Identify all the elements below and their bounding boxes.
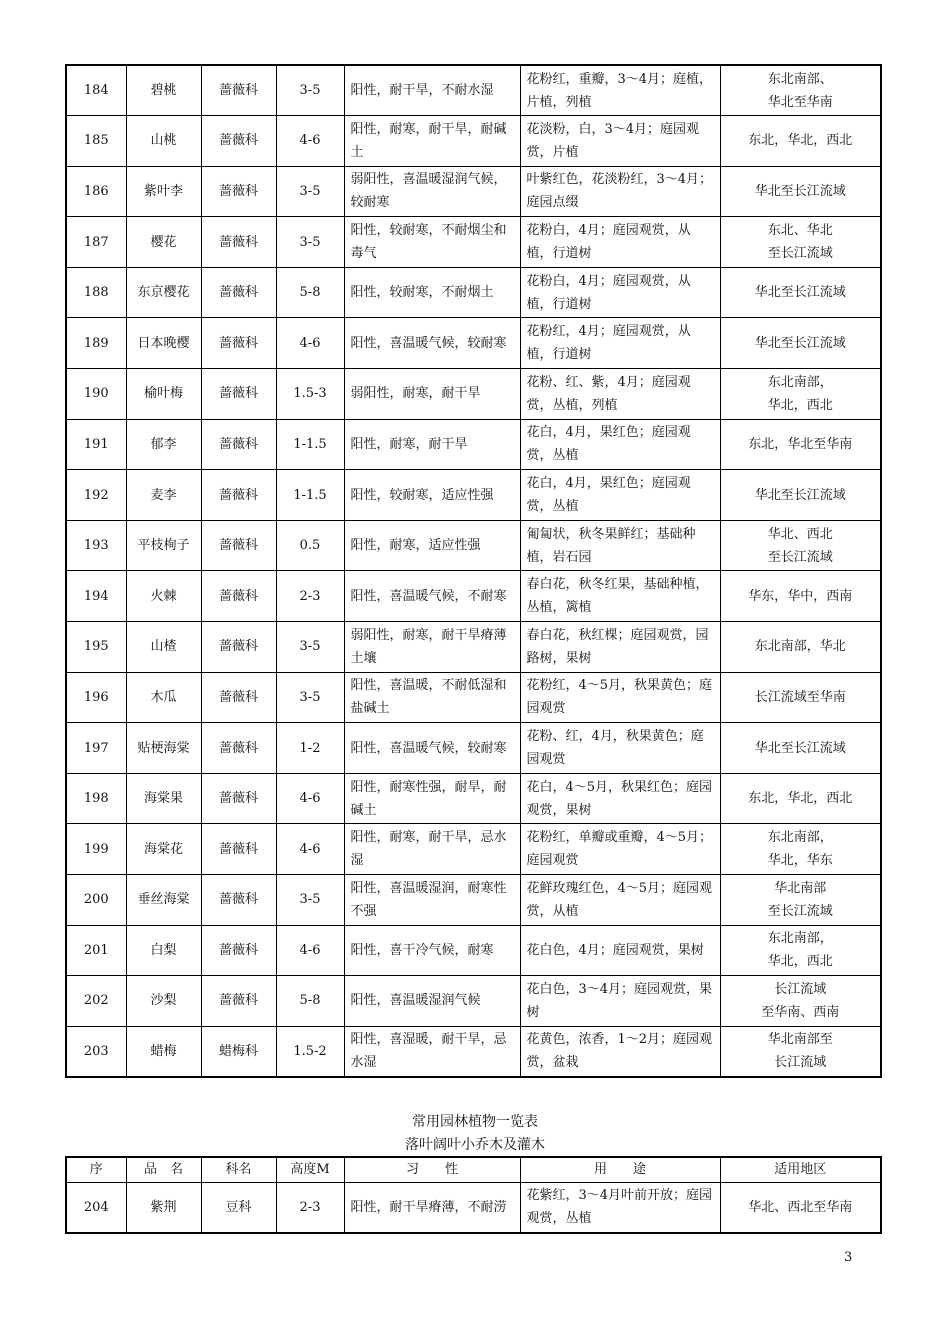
cell-use: 花粉红，4～5月，秋果黄色；庭园观赏: [520, 672, 720, 723]
cell-family: 蔷薇科: [201, 824, 276, 875]
header-no: 序: [66, 1157, 126, 1182]
cell-height: 3-5: [276, 672, 344, 723]
cell-family: 蔷薇科: [201, 622, 276, 673]
cell-family: 蔷薇科: [201, 267, 276, 318]
cell-family: 蔷薇科: [201, 217, 276, 268]
cell-region: 东北南部， 华北，华东: [720, 824, 881, 875]
cell-use: 花粉、红、紫，4月；庭园观赏，丛植，列植: [520, 369, 720, 420]
cell-use: 花白，4月，果红色；庭园观赏，丛植: [520, 419, 720, 470]
cell-habit: 阳性，耐寒，耐干旱，忌水湿: [344, 824, 520, 875]
cell-family: 蔷薇科: [201, 773, 276, 824]
cell-height: 5-8: [276, 976, 344, 1027]
table-title: 常用园林植物一览表: [412, 1114, 538, 1130]
cell-use: 花粉白，4月；庭园观赏，从植，行道树: [520, 267, 720, 318]
cell-no: 200: [66, 875, 126, 926]
cell-use: 花白色，4月；庭园观赏，果树: [520, 925, 720, 976]
cell-height: 0.5: [276, 520, 344, 571]
table-row: [66, 116, 881, 167]
cell-region: 华北南部 至长江流域: [720, 875, 881, 926]
cell-no: 187: [66, 217, 126, 268]
cell-height: 4-6: [276, 318, 344, 369]
cell-height: 3-5: [276, 166, 344, 217]
cell-family: 蔷薇科: [201, 925, 276, 976]
cell-use: 花白，4月，果红色；庭园观赏，丛植: [520, 470, 720, 521]
table-row: [66, 520, 881, 571]
cell-name: 贴梗海棠: [126, 723, 201, 774]
cell-height: 1.5-2: [276, 1026, 344, 1077]
cell-region: 华北、西北至华南: [720, 1182, 881, 1233]
cell-region: 东北南部，华北: [720, 622, 881, 673]
cell-name: 白梨: [126, 925, 201, 976]
table-row: [66, 723, 881, 774]
cell-habit: 阳性，喜温暖湿润，耐寒性不强: [344, 875, 520, 926]
cell-height: 4-6: [276, 824, 344, 875]
cell-family: 蔷薇科: [201, 571, 276, 622]
cell-habit: 阳性，耐寒，耐干旱，耐碱土: [344, 116, 520, 167]
cell-height: 5-8: [276, 267, 344, 318]
cell-habit: 阳性，较耐寒，不耐烟土: [344, 267, 520, 318]
cell-habit: 阳性，耐干旱瘠薄，不耐涝: [344, 1182, 520, 1233]
cell-habit: 弱阳性，耐寒，耐干旱: [344, 369, 520, 420]
header-height: 高度M: [276, 1157, 344, 1182]
cell-use: 花粉红，4月；庭园观赏，从植，行道树: [520, 318, 720, 369]
cell-height: 1-2: [276, 723, 344, 774]
cell-use: 春白花，秋红棵；庭园观赏，园路树，果树: [520, 622, 720, 673]
cell-region: 东北南部、 华北至华南: [720, 65, 881, 116]
cell-height: 4-6: [276, 773, 344, 824]
cell-use: 花粉红，重瓣，3～4月；庭植，片植，列植: [520, 65, 720, 116]
cell-family: 蔷薇科: [201, 520, 276, 571]
cell-no: 189: [66, 318, 126, 369]
plant-table-body: [66, 65, 881, 1077]
header-family: 科名: [201, 1157, 276, 1182]
table-row: [66, 622, 881, 673]
cell-height: 1-1.5: [276, 419, 344, 470]
cell-use: 花鲜玫瑰红色，4～5月；庭园观赏，从植: [520, 875, 720, 926]
cell-name: 山桃: [126, 116, 201, 167]
cell-use: 花白，4～5月，秋果红色；庭园观赏，果树: [520, 773, 720, 824]
cell-region: 东北，华北至华南: [720, 419, 881, 470]
cell-habit: 弱阳性，喜温暖湿润气候，较耐寒: [344, 166, 520, 217]
table-row: [66, 65, 881, 116]
cell-height: 1-1.5: [276, 470, 344, 521]
plant-table: [65, 64, 882, 1078]
table-row: [66, 976, 881, 1027]
cell-use: 花粉、红，4月，秋果黄色；庭园观赏: [520, 723, 720, 774]
cell-name: 麦李: [126, 470, 201, 521]
table-row: [66, 166, 881, 217]
cell-name: 郁李: [126, 419, 201, 470]
cell-habit: 阳性，较耐寒，适应性强: [344, 470, 520, 521]
plant-table-continued: [65, 1156, 882, 1234]
cell-height: 3-5: [276, 65, 344, 116]
cell-family: 蔷薇科: [201, 65, 276, 116]
cell-habit: 阳性，喜温暖气候，较耐寒: [344, 723, 520, 774]
cell-height: 4-6: [276, 925, 344, 976]
table-row: [66, 267, 881, 318]
cell-no: 194: [66, 571, 126, 622]
cell-no: 198: [66, 773, 126, 824]
cell-habit: 阳性，喜温暖气候，较耐寒: [344, 318, 520, 369]
cell-habit: 阳性，较耐寒，不耐烟尘和毒气: [344, 217, 520, 268]
cell-name: 樱花: [126, 217, 201, 268]
table-row: [66, 1182, 881, 1233]
cell-height: 2-3: [276, 571, 344, 622]
table-row: [66, 318, 881, 369]
table-row: [66, 470, 881, 521]
table-row: [66, 875, 881, 926]
cell-height: 3-5: [276, 622, 344, 673]
cell-name: 紫叶李: [126, 166, 201, 217]
cell-name: 火棘: [126, 571, 201, 622]
cell-use: 花紫红，3～4月叶前开放；庭园观赏，丛植: [520, 1182, 720, 1233]
table-row: [66, 773, 881, 824]
cell-family: 蔷薇科: [201, 369, 276, 420]
cell-no: 197: [66, 723, 126, 774]
table-row: [66, 369, 881, 420]
cell-region: 华北南部至 长江流域: [720, 1026, 881, 1077]
cell-family: 蔷薇科: [201, 976, 276, 1027]
cell-no: 196: [66, 672, 126, 723]
table-row: [66, 571, 881, 622]
cell-habit: 阳性，耐寒性强，耐旱，耐碱土: [344, 773, 520, 824]
cell-name: 山楂: [126, 622, 201, 673]
header-use: 用 途: [520, 1157, 720, 1182]
cell-region: 长江流域 至华南、西南: [720, 976, 881, 1027]
cell-region: 华北至长江流域: [720, 470, 881, 521]
cell-family: 蔷薇科: [201, 875, 276, 926]
cell-no: 202: [66, 976, 126, 1027]
cell-no: 199: [66, 824, 126, 875]
cell-name: 紫荆: [126, 1182, 201, 1233]
cell-no: 184: [66, 65, 126, 116]
cell-name: 木瓜: [126, 672, 201, 723]
cell-region: 华北、西北 至长江流域: [720, 520, 881, 571]
cell-habit: 阳性，耐干旱，不耐水湿: [344, 65, 520, 116]
table-row: [66, 419, 881, 470]
cell-height: 3-5: [276, 217, 344, 268]
table-row: [66, 217, 881, 268]
page-number: 3: [844, 1250, 853, 1265]
cell-no: 186: [66, 166, 126, 217]
cell-name: 海棠果: [126, 773, 201, 824]
cell-use: 花粉白，4月；庭园观赏，从植，行道树: [520, 217, 720, 268]
cell-region: 东北、华北 至长江流域: [720, 217, 881, 268]
cell-habit: 阳性，耐寒，耐干旱: [344, 419, 520, 470]
cell-family: 蔷薇科: [201, 116, 276, 167]
cell-habit: 阳性，耐寒，适应性强: [344, 520, 520, 571]
table-row: [66, 672, 881, 723]
cell-use: 花黄色，浓香，1～2月；庭园观赏，盆栽: [520, 1026, 720, 1077]
cell-habit: 阳性，喜温暖气候，不耐寒: [344, 571, 520, 622]
cell-family: 蔷薇科: [201, 672, 276, 723]
cell-name: 平枝栒子: [126, 520, 201, 571]
cell-family: 蔷薇科: [201, 470, 276, 521]
cell-use: 匍匐状，秋冬果鲜红；基础种植，岩石园: [520, 520, 720, 571]
table-header-row: [66, 1157, 881, 1182]
cell-habit: 阳性，喜温暖湿润气候: [344, 976, 520, 1027]
cell-family: 蔷薇科: [201, 166, 276, 217]
cell-height: 2-3: [276, 1182, 344, 1233]
cell-no: 193: [66, 520, 126, 571]
header-name: 品 名: [126, 1157, 201, 1182]
cell-region: 华东，华中，西南: [720, 571, 881, 622]
cell-use: 春白花，秋冬红果，基础种植，丛植，篱植: [520, 571, 720, 622]
table-row: [66, 1026, 881, 1077]
table-row: [66, 925, 881, 976]
table-subtitle: 落叶阔叶小乔木及灌木: [405, 1137, 545, 1153]
cell-family: 豆科: [201, 1182, 276, 1233]
cell-region: 东北，华北，西北: [720, 116, 881, 167]
cell-no: 201: [66, 925, 126, 976]
cell-region: 华北至长江流域: [720, 318, 881, 369]
cell-no: 203: [66, 1026, 126, 1077]
cell-height: 4-6: [276, 116, 344, 167]
cell-region: 东北南部， 华北，西北: [720, 925, 881, 976]
cell-region: 华北至长江流域: [720, 267, 881, 318]
cell-use: 花白色，3～4月；庭园观赏，果树: [520, 976, 720, 1027]
cell-no: 190: [66, 369, 126, 420]
cell-height: 3-5: [276, 875, 344, 926]
cell-family: 蔷薇科: [201, 723, 276, 774]
cell-habit: 阳性，喜温暖，不耐低湿和盐碱土: [344, 672, 520, 723]
cell-no: 191: [66, 419, 126, 470]
cell-use: 花粉红，单瓣或重瓣，4～5月；庭园观赏: [520, 824, 720, 875]
cell-habit: 阳性，喜干冷气候，耐寒: [344, 925, 520, 976]
cell-name: 碧桃: [126, 65, 201, 116]
cell-name: 日本晚樱: [126, 318, 201, 369]
cell-region: 东北南部， 华北，西北: [720, 369, 881, 420]
cell-region: 华北至长江流域: [720, 723, 881, 774]
cell-height: 1.5-3: [276, 369, 344, 420]
cell-name: 海棠花: [126, 824, 201, 875]
cell-no: 204: [66, 1182, 126, 1233]
cell-no: 188: [66, 267, 126, 318]
cell-name: 东京樱花: [126, 267, 201, 318]
cell-habit: 弱阳性，耐寒，耐干旱瘠薄土壤: [344, 622, 520, 673]
cell-region: 长江流域至华南: [720, 672, 881, 723]
cell-region: 华北至长江流域: [720, 166, 881, 217]
cell-name: 沙梨: [126, 976, 201, 1027]
cell-family: 蔷薇科: [201, 318, 276, 369]
cell-use: 叶紫红色，花淡粉红，3～4月；庭园点缀: [520, 166, 720, 217]
cell-no: 185: [66, 116, 126, 167]
cell-family: 蜡梅科: [201, 1026, 276, 1077]
cell-name: 垂丝海棠: [126, 875, 201, 926]
cell-family: 蔷薇科: [201, 419, 276, 470]
table-row: [66, 824, 881, 875]
cell-no: 192: [66, 470, 126, 521]
cell-use: 花淡粉，白，3～4月；庭园观赏，片植: [520, 116, 720, 167]
cell-name: 蜡梅: [126, 1026, 201, 1077]
cell-region: 东北，华北，西北: [720, 773, 881, 824]
cell-habit: 阳性，喜湿暖，耐干旱，忌水湿: [344, 1026, 520, 1077]
header-region: 适用地区: [720, 1157, 881, 1182]
cell-name: 榆叶梅: [126, 369, 201, 420]
header-habit: 习 性: [344, 1157, 520, 1182]
cell-no: 195: [66, 622, 126, 673]
